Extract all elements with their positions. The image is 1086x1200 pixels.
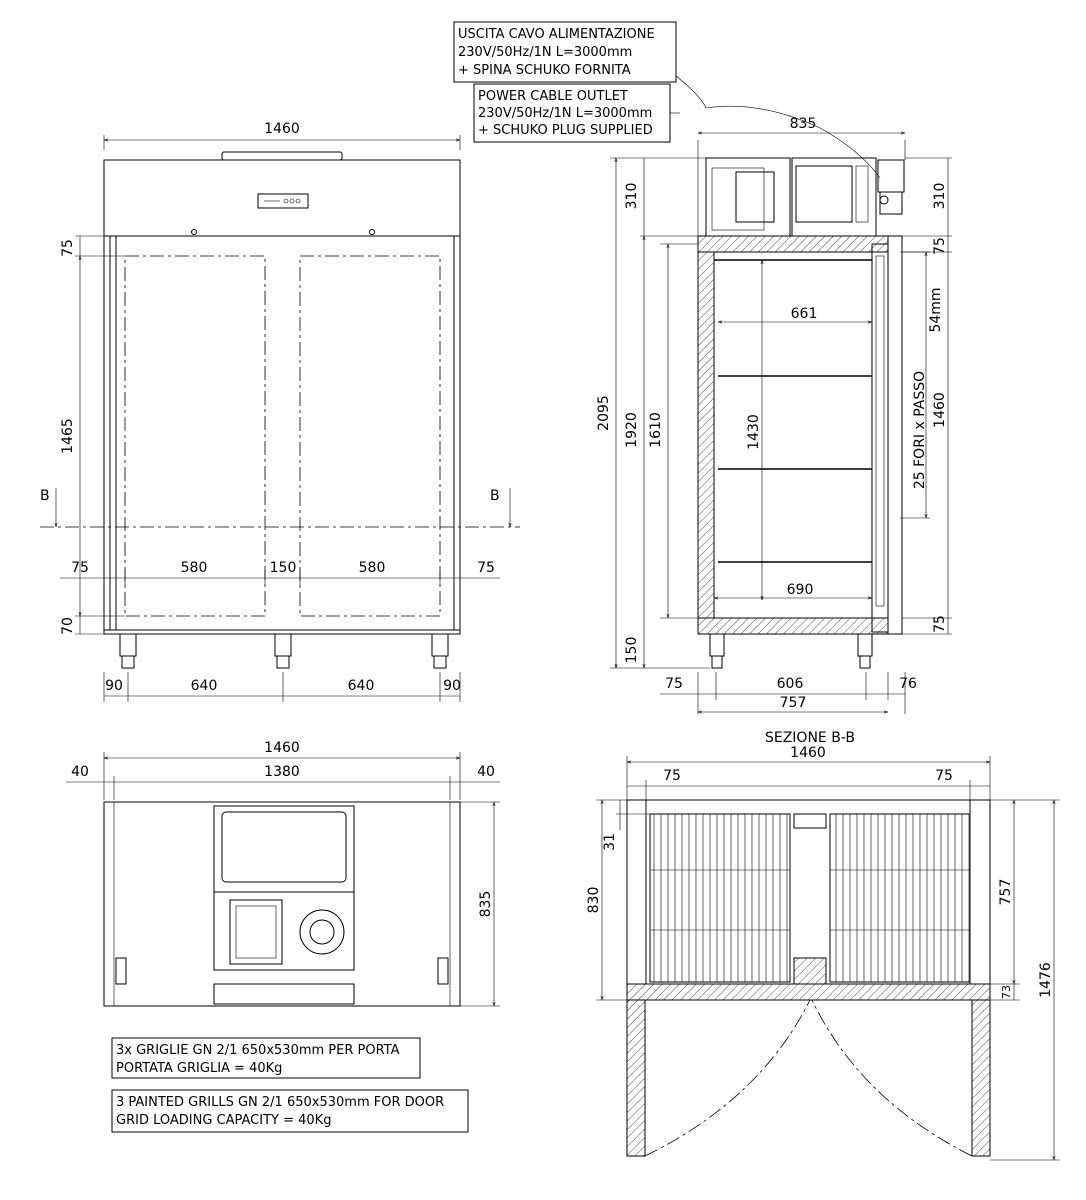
handle-top bbox=[222, 152, 342, 160]
section-mark-right: B bbox=[490, 488, 500, 504]
side-dim-2095: 2095 bbox=[596, 395, 612, 431]
front-dim-75-right: 75 bbox=[477, 560, 495, 576]
front-dim-580-right: 580 bbox=[358, 560, 386, 576]
side-bottom-606: 606 bbox=[776, 676, 804, 692]
sec-dim-31: 31 bbox=[602, 833, 618, 851]
sec-dim-73: 73 bbox=[1000, 985, 1013, 999]
sec-dim-1476: 1476 bbox=[1038, 962, 1054, 998]
notes bbox=[112, 1038, 468, 1132]
side-bottom-75: 75 bbox=[665, 676, 683, 692]
side-bottom-76: 76 bbox=[899, 676, 917, 692]
front-feet-640-left: 640 bbox=[190, 678, 218, 694]
side-dim-310-left: 310 bbox=[624, 182, 640, 210]
sec-front-wall bbox=[627, 984, 990, 1000]
power-note-it-2: 230V/50Hz/1N L=3000mm bbox=[458, 45, 633, 60]
sec-dim-830: 830 bbox=[586, 886, 602, 914]
front-dim-580-left: 580 bbox=[180, 560, 208, 576]
sec-grill-left bbox=[650, 814, 790, 982]
side-dim-75-a: 75 bbox=[932, 237, 948, 255]
power-note-en-3: + SCHUKO PLUG SUPPLIED bbox=[478, 123, 653, 138]
top-unit-box bbox=[214, 806, 354, 892]
top-compressor bbox=[300, 910, 344, 954]
top-dim-835: 835 bbox=[478, 890, 494, 918]
front-dim-75-left: 75 bbox=[71, 560, 89, 576]
notes-en-2: GRID LOADING CAPACITY = 40Kg bbox=[116, 1113, 332, 1128]
refrigeration-unit bbox=[706, 158, 904, 236]
notes-it-2: PORTATA GRIGLIA = 40Kg bbox=[116, 1061, 283, 1076]
side-dim-310-right: 310 bbox=[932, 182, 948, 210]
top-dim-1380: 1380 bbox=[264, 764, 300, 780]
notes-en-1: 3 PAINTED GRILLS GN 2/1 650x530mm FOR DOOR bbox=[116, 1095, 445, 1110]
top-dim-40-left: 40 bbox=[71, 764, 89, 780]
side-dim-1430: 1430 bbox=[746, 414, 762, 450]
rack-label-holes: 25 FORI x PASSO bbox=[912, 370, 928, 490]
side-dim-1920: 1920 bbox=[624, 412, 640, 448]
front-dim-150: 150 bbox=[269, 560, 297, 576]
top-view bbox=[66, 740, 500, 1006]
side-dim-661: 661 bbox=[790, 306, 818, 322]
notes-it-1: 3x GRIGLIE GN 2/1 650x530mm PER PORTA bbox=[116, 1043, 400, 1058]
side-dim-1610: 1610 bbox=[648, 412, 664, 448]
power-cable-leader bbox=[676, 76, 880, 178]
side-view bbox=[596, 116, 952, 746]
side-bottom-wall bbox=[698, 618, 888, 634]
section-mark-left: B bbox=[40, 488, 50, 504]
front-view bbox=[40, 121, 520, 702]
power-note-it-1: USCITA CAVO ALIMENTAZIONE bbox=[458, 27, 655, 42]
sec-door-right bbox=[972, 1000, 990, 1156]
side-door bbox=[872, 244, 888, 632]
front-dim-70: 70 bbox=[60, 617, 76, 635]
rack-label-1460: 1460 bbox=[932, 392, 948, 428]
top-dim-40-right: 40 bbox=[477, 764, 495, 780]
front-feet-90-left: 90 bbox=[105, 678, 123, 694]
sec-grill-right bbox=[830, 814, 970, 982]
front-feet-90-right: 90 bbox=[443, 678, 461, 694]
top-dim-1460: 1460 bbox=[264, 740, 300, 756]
rack-label-pitch: 54mm bbox=[928, 287, 944, 333]
side-dim-150: 150 bbox=[624, 636, 640, 664]
front-feet bbox=[120, 634, 448, 668]
side-back-wall bbox=[698, 252, 714, 618]
power-note-en-2: 230V/50Hz/1N L=3000mm bbox=[478, 106, 653, 121]
power-note bbox=[454, 22, 880, 178]
sec-dim-757: 757 bbox=[998, 878, 1014, 906]
side-dim-75-b: 75 bbox=[932, 615, 948, 633]
sec-dim-1460: 1460 bbox=[790, 745, 826, 761]
front-dim-75-top: 75 bbox=[60, 239, 76, 257]
power-note-en-1: POWER CABLE OUTLET bbox=[478, 89, 628, 104]
section-bb-view bbox=[586, 745, 1060, 1160]
side-top-wall bbox=[698, 236, 888, 252]
front-dim-1465: 1465 bbox=[60, 418, 76, 454]
side-dim-690: 690 bbox=[786, 582, 814, 598]
sec-dim-75-right: 75 bbox=[935, 768, 953, 784]
sec-door-swing-left bbox=[645, 1000, 810, 1156]
sec-door-swing-right bbox=[812, 1000, 972, 1156]
section-title: SEZIONE B-B bbox=[764, 730, 856, 746]
power-note-it-3: + SPINA SCHUKO FORNITA bbox=[458, 63, 631, 78]
front-width-label: 1460 bbox=[264, 121, 300, 137]
front-feet-640-right: 640 bbox=[347, 678, 375, 694]
top-fan bbox=[230, 900, 282, 964]
sec-door-left bbox=[627, 1000, 645, 1156]
side-depth-label: 835 bbox=[789, 116, 817, 132]
side-dim-757: 757 bbox=[779, 695, 807, 711]
sec-dim-75-left: 75 bbox=[663, 768, 681, 784]
